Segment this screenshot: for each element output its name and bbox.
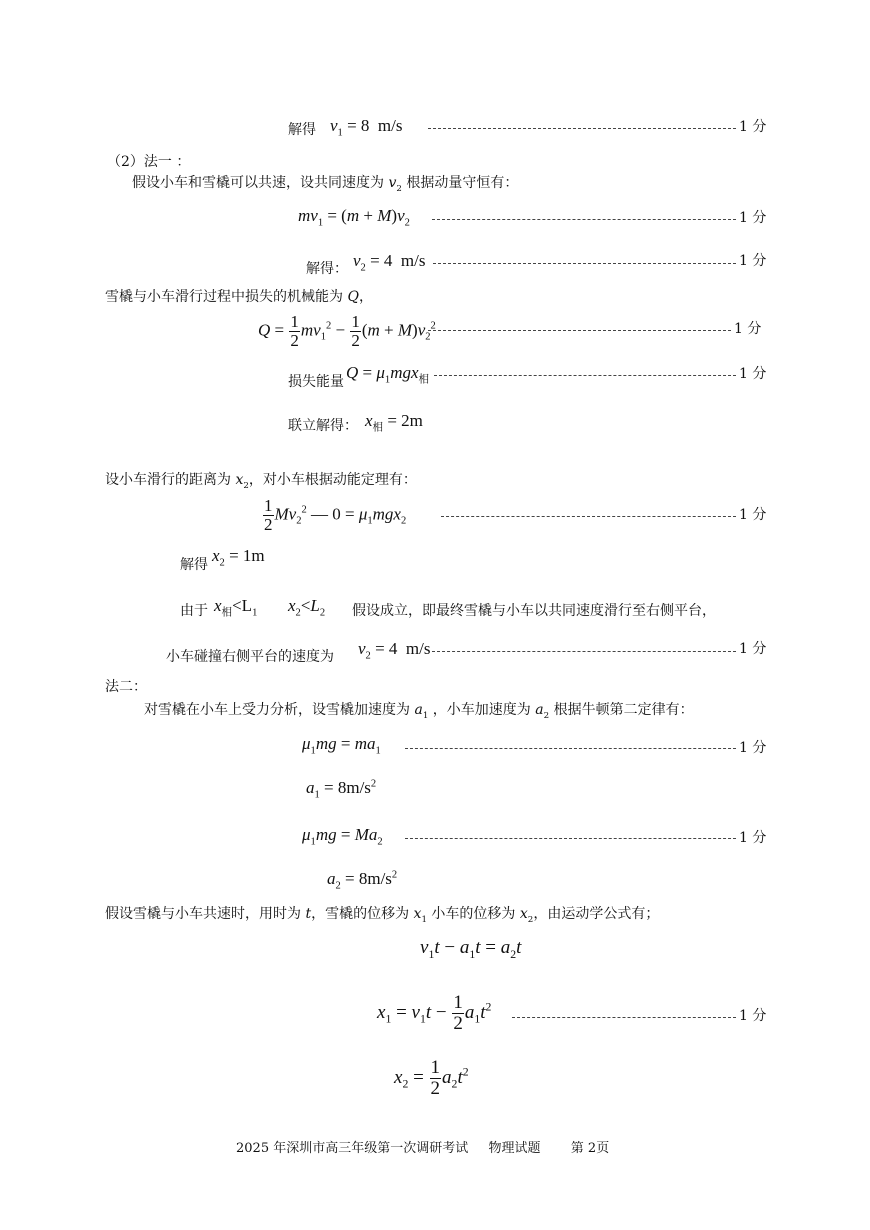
label: 小车碰撞右侧平台的速度为 — [166, 649, 334, 665]
equation-a2: $a_2 = 8m/s^2$ — [327, 869, 398, 892]
score-leader — [405, 748, 736, 749]
paragraph: 对雪橇在小车上受力分析，设雪橇加速度为 $a_1$ ，小车加速度为 $a_2$ 根据牛顿第二定律有： — [144, 702, 694, 721]
condition-1: $x_相<L_1$ — [214, 596, 258, 619]
paragraph: 雪橇与小车滑行过程中损失的机械能为 Q， — [105, 289, 373, 305]
score-mark: 1 分 — [739, 253, 767, 269]
condition-2: $x_2<L_2$ — [288, 596, 326, 619]
equation-momentum: $mv_1 = (m + M)v_2$ — [298, 206, 410, 229]
equation-newton-sled: $\mu_1mg = ma_1$ — [302, 734, 381, 757]
score-leader — [432, 219, 736, 220]
equation-newton-car: $\mu_1mg = Ma_2$ — [302, 825, 383, 848]
equation-work-energy: $\frac{1}{2}$ $Mv_2^2$ — $0 = \mu_1mgx_2$ — [264, 496, 407, 534]
score-leader — [433, 263, 736, 264]
page-number: 第 2页 — [570, 1141, 610, 1156]
paragraph: 设小车滑行的距离为 $x_2$，对小车根据动能定理有： — [105, 472, 417, 491]
score-mark: 1 分 — [739, 740, 767, 756]
paragraph: 假设小车和雪橇可以共速，设共同速度为 $v_2$ 根据动量守恒有： — [132, 175, 519, 194]
score-mark: 1 分 — [739, 119, 767, 135]
section-heading: 法二： — [105, 679, 147, 695]
score-mark: 1 分 — [734, 321, 762, 337]
exam-title: 2025 年深圳市高三年级第一次调研考试 — [236, 1141, 469, 1156]
score-leader — [512, 1017, 736, 1018]
equation-relative-distance: $x_相 = 2m$ — [365, 411, 423, 434]
score-mark: 1 分 — [739, 507, 767, 523]
equation-friction-loss: $Q = \mu_1mgx_相$ — [346, 363, 430, 386]
score-mark: 1 分 — [739, 830, 767, 846]
equation-x2-kinematic: $x_2$ = $\frac{1}{2}$ $a_2t^2$ — [394, 1057, 469, 1099]
score-leader — [428, 330, 731, 331]
equation-v2: $v_2 = 4$ m/s — [353, 251, 426, 274]
page-footer — [236, 1142, 609, 1155]
paragraph: 假设成立，即最终雪橇与小车以共同速度滑行至右侧平台， — [352, 603, 716, 619]
score-mark: 1 分 — [739, 1008, 767, 1024]
equation-a1: $a_1 = 8m/s^2$ — [306, 778, 377, 801]
solve-label: 解得 — [288, 122, 316, 138]
score-leader — [405, 838, 736, 839]
score-mark: 1 分 — [739, 641, 767, 657]
score-mark: 1 分 — [739, 210, 767, 226]
paragraph: 假设雪橇与小车共速时，用时为 t，雪橇的位移为 $x_1$ 小车的位移为 $x_2$，由运动学公式有； — [105, 906, 660, 925]
label: 损失能量 — [288, 374, 344, 390]
subject-title: 物理试题 — [488, 1141, 541, 1156]
equation-energy-loss: Q = $\frac{1}{2}$ $mv_1^2$ − $\frac{1}{2}$ $(m + M)v_2^2$ — [258, 312, 436, 350]
score-leader — [434, 375, 736, 376]
label: 联立解得： — [288, 418, 358, 434]
score-leader — [432, 651, 736, 652]
label: 由于 — [180, 603, 208, 619]
score-leader — [428, 128, 736, 129]
solve-label: 解得： — [306, 261, 348, 277]
equation-common-speed: $v_1t - a_1t = a_2t$ — [420, 937, 522, 961]
solve-label: 解得 — [180, 557, 208, 573]
equation-x1: $x_1 = v_1t$ − $\frac{1}{2}$ $a_1t^2$ — [377, 992, 492, 1034]
score-leader — [441, 516, 736, 517]
equation-v1: $v_1 = 8$ m/s — [330, 116, 403, 139]
score-mark: 1 分 — [739, 366, 767, 382]
equation-x2: $x_2 = 1m$ — [212, 546, 265, 569]
section-heading: （2）法一 ： — [107, 154, 191, 170]
equation-collision-speed: $v_2 = 4$ m/s — [358, 639, 431, 662]
